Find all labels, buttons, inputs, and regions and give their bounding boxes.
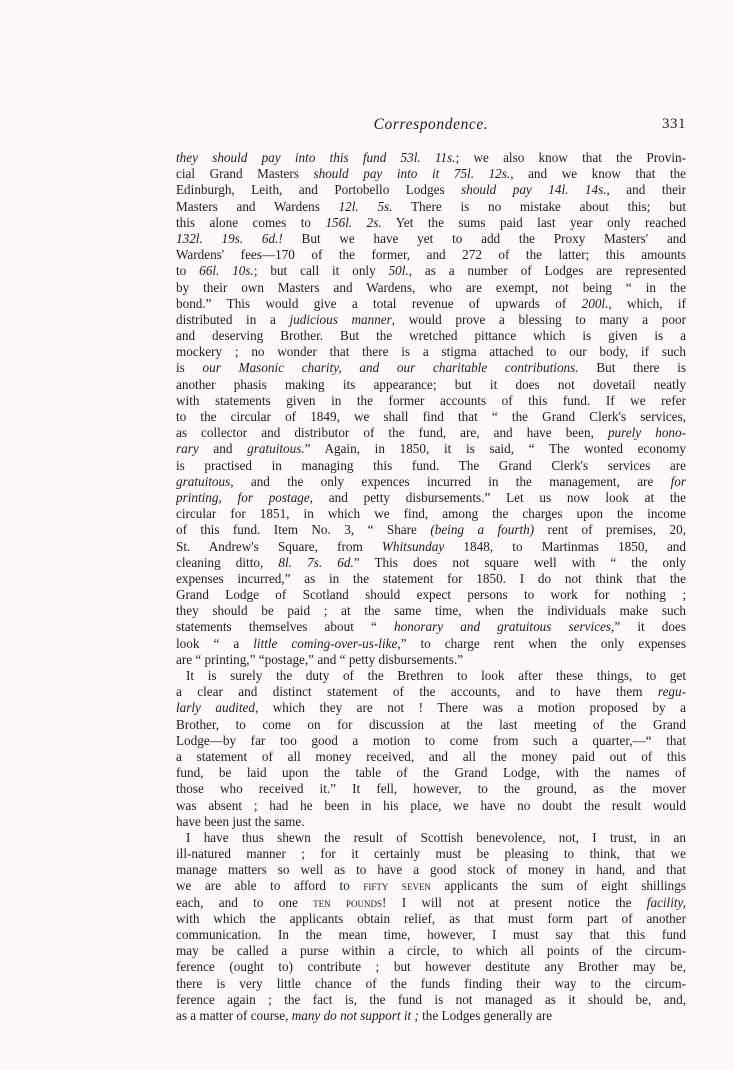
running-title: Correspondence. bbox=[373, 116, 489, 133]
paragraph bbox=[176, 150, 686, 668]
text-run: look “ a bbox=[176, 635, 254, 651]
text-line bbox=[176, 247, 686, 263]
text-line bbox=[176, 393, 686, 409]
text-run: Grand Lodge of Scotland should expect persons to work for nothing ; bbox=[176, 587, 686, 603]
italic-text: purely hono- bbox=[607, 425, 686, 441]
text-run: cleaning ditto, bbox=[176, 554, 279, 570]
text-run: circular for 1851, in which we find, among the charges upon the income bbox=[176, 506, 686, 522]
paragraph bbox=[176, 668, 686, 830]
text-line bbox=[176, 280, 686, 296]
text-line bbox=[176, 150, 686, 166]
italic-text: should pay 14l. 14s. bbox=[461, 182, 607, 198]
text-line bbox=[176, 814, 686, 830]
text-run: they should be paid ; at the same time, when the individuals make such bbox=[176, 603, 686, 619]
text-run: ” it does bbox=[614, 619, 686, 635]
text-line bbox=[176, 603, 686, 619]
text-line bbox=[176, 781, 686, 797]
text-line bbox=[176, 441, 686, 457]
text-run: ” This does not square well with “ the only bbox=[353, 554, 686, 570]
text-line bbox=[176, 668, 686, 684]
text-run: may be called a purse within a circle, to which all points of the circum- bbox=[176, 943, 686, 959]
text-run: to bbox=[176, 263, 200, 279]
text-line bbox=[176, 765, 686, 781]
text-run: I have thus shewn the result of Scottish benevolence, not, I trust, in an bbox=[186, 829, 686, 845]
text-run: But there is bbox=[578, 360, 686, 376]
text-line bbox=[176, 328, 686, 344]
text-run: Edinburgh, Leith, and Portobello Lodges bbox=[176, 182, 462, 198]
text-line bbox=[176, 927, 686, 943]
text-line bbox=[176, 425, 686, 441]
text-line bbox=[176, 182, 686, 198]
text-line bbox=[176, 296, 686, 312]
text-run: , which they are not ! There was a motion proposed by a bbox=[254, 700, 686, 716]
text-run: a clear and distinct statement of the accounts, and to have them bbox=[176, 684, 658, 700]
italic-text: 8l. 7s. 6d. bbox=[278, 554, 354, 570]
small-caps-text: ten pounds bbox=[313, 894, 382, 910]
italic-text: 156l. 2s. bbox=[325, 214, 382, 230]
text-line bbox=[176, 377, 686, 393]
text-line bbox=[176, 571, 686, 587]
text-run: ference again ; the fact is, the fund is not managed as it should be, and, bbox=[176, 991, 686, 1007]
text-run: is practised in managing this fund. The Grand Clerk's services are bbox=[176, 457, 686, 473]
text-line bbox=[176, 231, 686, 247]
italic-text: for bbox=[670, 473, 686, 489]
text-run: there is very little chance of the funds finding their way to the circum- bbox=[176, 975, 686, 991]
text-run: , and the only expences incurred in the management, are bbox=[230, 473, 671, 489]
italic-text: 12l. 5s. bbox=[338, 198, 393, 214]
italic-text: 66l. 10s. bbox=[199, 263, 254, 279]
text-run: , and petty disbursements.” Let us now look at the bbox=[309, 489, 686, 505]
text-line bbox=[176, 798, 686, 814]
text-run: St. Andrew's Square, from bbox=[176, 538, 382, 554]
text-line bbox=[176, 474, 686, 490]
text-run: ” Again, in 1850, it is said, “ The wonted economy bbox=[304, 441, 686, 457]
text-run: manage matters so well as to have a good stock of money in hand, and that bbox=[176, 862, 686, 878]
text-line bbox=[176, 846, 686, 862]
text-line bbox=[176, 360, 686, 376]
text-line bbox=[176, 539, 686, 555]
text-run: each, and to one bbox=[176, 894, 314, 910]
text-run: as a matter of course, bbox=[176, 1007, 292, 1023]
text-run: and bbox=[198, 441, 248, 457]
text-line bbox=[176, 263, 686, 279]
text-run: ference (ought to) contribute ; but however destitute any Brother may be, bbox=[176, 959, 686, 975]
text-run: a statement of all money received, and all the money paid out of this bbox=[176, 748, 686, 764]
text-run: have been just the same. bbox=[176, 813, 305, 829]
text-run: as collector and distributor of the fund, are, and have been, bbox=[176, 425, 608, 441]
italic-text: 132l. 19s. 6d.! bbox=[176, 230, 283, 246]
text-run: 1848, to Martinmas 1850, and bbox=[444, 538, 686, 554]
small-caps-text: fifty seven bbox=[363, 878, 431, 894]
text-line bbox=[176, 619, 686, 635]
text-run: , as a number of Lodges are represented bbox=[408, 263, 686, 279]
text-line bbox=[176, 895, 686, 911]
text-run: But we have yet to add the Proxy Masters' and bbox=[282, 230, 686, 246]
text-line bbox=[176, 976, 686, 992]
text-run: distributed in a bbox=[176, 311, 290, 327]
text-run: are “ printing,” “postage,” and “ petty disbursements.” bbox=[176, 651, 464, 667]
italic-text: should pay into it 75l. 12s. bbox=[313, 166, 511, 182]
text-run: There is no mistake about this; but bbox=[392, 198, 686, 214]
text-line bbox=[176, 587, 686, 603]
text-run: another phasis making its appearance; but it does not dovetail neatly bbox=[176, 376, 686, 392]
text-run: Lodge—by far too good a motion to come from such a quarter,—“ that bbox=[176, 732, 686, 748]
page-header bbox=[176, 116, 686, 138]
text-line bbox=[176, 409, 686, 425]
italic-text: 200l. bbox=[581, 295, 609, 311]
text-line bbox=[176, 506, 686, 522]
text-run: ill-natured manner ; for it certainly must be pleasing to think, that we bbox=[176, 846, 686, 862]
italic-text: honorary and gratuitous services, bbox=[394, 619, 615, 635]
text-run: Masters and Wardens bbox=[176, 198, 339, 214]
text-line bbox=[176, 490, 686, 506]
text-line bbox=[176, 911, 686, 927]
italic-text: gratuitous bbox=[176, 473, 231, 489]
text-run: rent of premises, 20, bbox=[534, 522, 686, 538]
italic-text: our Masonic charity, and our charitable contributions. bbox=[202, 360, 579, 376]
text-run: , which, if bbox=[608, 295, 686, 311]
text-run: to the circular of 1849, we shall find that “ the Grand Clerk's services, bbox=[176, 409, 686, 424]
text-line bbox=[176, 555, 686, 571]
text-line bbox=[176, 717, 686, 733]
text-line bbox=[176, 199, 686, 215]
text-run: bond.” This would give a total revenue of upwards of bbox=[176, 295, 582, 311]
text-line bbox=[176, 652, 686, 668]
italic-text: judicious manner bbox=[289, 311, 392, 327]
text-run: by their own Masters and Wardens, who are exempt, not being “ in the bbox=[176, 279, 686, 295]
italic-text: facility, bbox=[646, 894, 686, 910]
text-line bbox=[176, 700, 686, 716]
italic-text: 50l. bbox=[388, 263, 409, 279]
text-run: , would prove a blessing to many a poor bbox=[391, 311, 686, 327]
italic-text: they should pay into this fund 53l. 11s. bbox=[176, 150, 456, 165]
text-run: ; but call it only bbox=[253, 263, 389, 279]
text-run: those who received it.” It fell, however, to the ground, as the mover bbox=[176, 781, 686, 797]
text-run: ; we also know that the Provin- bbox=[455, 150, 686, 165]
italic-text: rary bbox=[176, 441, 199, 457]
text-run: fund, be laid upon the table of the Grand Lodge, with the names of bbox=[176, 765, 686, 781]
text-run: the Lodges generally are bbox=[418, 1007, 553, 1023]
text-run: cial Grand Masters bbox=[176, 166, 314, 182]
text-line bbox=[176, 215, 686, 231]
text-line bbox=[176, 166, 686, 182]
italic-text: printing, for postage bbox=[176, 489, 310, 505]
text-run: of this fund. Item No. 3, “ Share bbox=[176, 522, 431, 538]
text-line bbox=[176, 992, 686, 1008]
text-line bbox=[176, 878, 686, 894]
text-run: and deserving Brother. But the wretched pittance which is given is a bbox=[176, 328, 686, 344]
page-number: 331 bbox=[662, 116, 686, 132]
text-run: statements themselves about “ bbox=[176, 619, 395, 635]
text-run: Wardens' fees—170 of the former, and 272 of the latter; this amounts bbox=[176, 247, 686, 263]
body-text bbox=[176, 150, 686, 1024]
text-line bbox=[176, 636, 686, 652]
text-run: , and their bbox=[606, 182, 686, 198]
text-run: applicants the sum of eight shillings bbox=[430, 878, 686, 894]
text-line bbox=[176, 959, 686, 975]
text-run: this alone comes to bbox=[176, 214, 326, 230]
paragraph bbox=[176, 830, 686, 1024]
text-run: communication. In the mean time, however, I must say that this fund bbox=[176, 927, 686, 942]
text-run: was absent ; had he been in his place, we have no doubt the result would bbox=[176, 797, 686, 813]
text-line bbox=[176, 344, 686, 360]
text-line bbox=[176, 458, 686, 474]
text-run: with statements given in the former accounts of this fund. If we refer bbox=[176, 392, 686, 408]
text-line bbox=[176, 862, 686, 878]
text-run: Yet the sums paid last year only reached bbox=[381, 214, 686, 230]
italic-text: Whitsunday bbox=[381, 538, 445, 554]
text-run: ! I will not at present notice the bbox=[381, 894, 647, 910]
text-line bbox=[176, 522, 686, 538]
text-line bbox=[176, 749, 686, 765]
text-line bbox=[176, 312, 686, 328]
text-line bbox=[176, 1008, 686, 1024]
italic-text: (being a fourth) bbox=[430, 522, 535, 538]
text-run: , and we know that the bbox=[510, 166, 686, 182]
text-run: with which the applicants obtain relief, as that must form part of another bbox=[176, 910, 686, 926]
text-run: is bbox=[176, 360, 203, 376]
text-run: we are able to afford to bbox=[176, 878, 364, 894]
text-line bbox=[176, 684, 686, 700]
text-line bbox=[176, 943, 686, 959]
italic-text: little coming-over-us-like, bbox=[253, 635, 401, 651]
italic-text: larly audited bbox=[176, 700, 255, 716]
text-line bbox=[176, 733, 686, 749]
text-run: ” to charge rent when the only expenses bbox=[400, 635, 686, 651]
text-run: Brother, to come on for discussion at the last meeting of the Grand bbox=[176, 716, 686, 732]
italic-text: many do not support it ; bbox=[291, 1007, 419, 1023]
text-run: expenses incurred,” as in the statement for 1850. I do not think that the bbox=[176, 570, 686, 586]
text-run: It is surely the duty of the Brethren to look after these things, to get bbox=[186, 668, 686, 683]
text-run: mockery ; no wonder that there is a stigma attached to our body, if such bbox=[176, 344, 686, 360]
text-line bbox=[176, 830, 686, 846]
italic-text: regu- bbox=[657, 684, 686, 700]
italic-text: gratuitous. bbox=[247, 441, 305, 457]
